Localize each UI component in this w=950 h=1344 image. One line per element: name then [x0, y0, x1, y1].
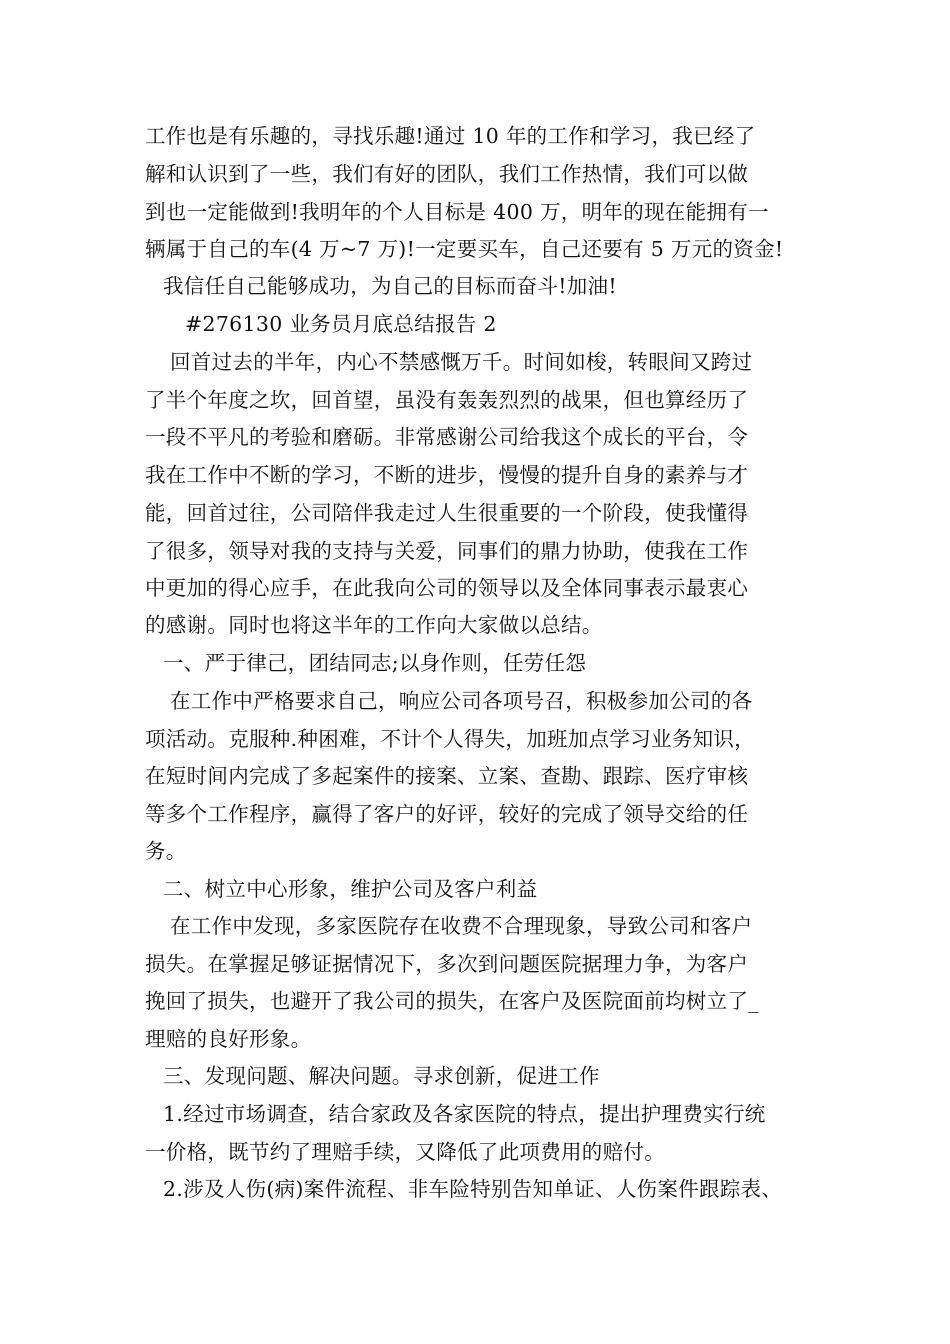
- body-line: 到也一定能做到!我明年的个人目标是 400 万，明年的现在能拥有一: [145, 200, 769, 224]
- body-line: 能，回首过往，公司陪伴我走过人生很重要的一个阶段，使我懂得: [145, 501, 749, 525]
- body-line: 挽回了损失，也避开了我公司的损失，在客户及医院面前均树立了_: [145, 989, 759, 1013]
- subheading: 三、发现问题、解决问题。寻求创新，促进工作: [163, 1064, 600, 1088]
- body-line: 理赔的良好形象。: [145, 1027, 312, 1051]
- section-heading: #276130 业务员月底总结报告 2: [185, 312, 497, 336]
- body-line: 在工作中发现，多家医院存在收费不合理现象，导致公司和客户: [170, 914, 753, 938]
- body-line: 工作也是有乐趣的，寻找乐趣!通过 10 年的工作和学习，我已经了: [145, 124, 756, 148]
- body-line: 务。: [145, 839, 187, 863]
- body-line: 我在工作中不断的学习，不断的进步，慢慢的提升自身的素养与才: [145, 463, 749, 487]
- body-line: 损失。在掌握足够证据情况下，多次到问题医院据理力争，为客户: [145, 952, 749, 976]
- body-line: 一价格，既节约了理赔手续，又降低了此项费用的赔付。: [145, 1140, 665, 1164]
- body-line: 中更加的得心应手，在此我向公司的领导以及全体同事表示最衷心: [145, 576, 749, 600]
- body-line: 辆属于自己的车(4 万~7 万)!一定要买车，自己还要有 5 万元的资金!: [145, 237, 784, 261]
- body-line: 项活动。克服种.种困难，不计个人得失，加班加点学习业务知识，: [145, 727, 756, 751]
- body-line: 了半个年度之坎，回首望，虽没有轰轰烈烈的战果，但也算经历了: [145, 388, 749, 412]
- body-line: 在工作中严格要求自己，响应公司各项号召，积极参加公司的各: [170, 689, 753, 713]
- body-line: 回首过去的半年，内心不禁感慨万千。时间如梭，转眼间又跨过: [170, 350, 753, 374]
- body-line: 等多个工作程序，赢得了客户的好评，较好的完成了领导交给的任: [145, 802, 749, 826]
- body-line: 了很多，领导对我的支持与关爱，同事们的鼎力协助，使我在工作: [145, 539, 749, 563]
- subheading: 一、严于律己，团结同志;以身作则，任劳任怨: [163, 651, 587, 675]
- body-line: 的感谢。同时也将这半年的工作向大家做以总结。: [145, 613, 603, 637]
- body-line: 在短时间内完成了多起案件的接案、立案、查勘、跟踪、医疗审核: [145, 764, 749, 788]
- body-line: 我信任自己能够成功，为自己的目标而奋斗!加油!: [163, 274, 617, 298]
- subheading: 二、树立中心形象，维护公司及客户利益: [163, 877, 538, 901]
- body-line: 一段不平凡的考验和磨砺。非常感谢公司给我这个成长的平台，令: [145, 425, 749, 449]
- body-line: 解和认识到了一些，我们有好的团队，我们工作热情，我们可以做: [145, 162, 749, 186]
- list-item: 2.涉及人伤(病)案件流程、非车险特别告知单证、人伤案件跟踪表、: [163, 1177, 783, 1201]
- list-item: 1.经过市场调查，结合家政及各家医院的特点，提出护理费实行统: [163, 1102, 766, 1126]
